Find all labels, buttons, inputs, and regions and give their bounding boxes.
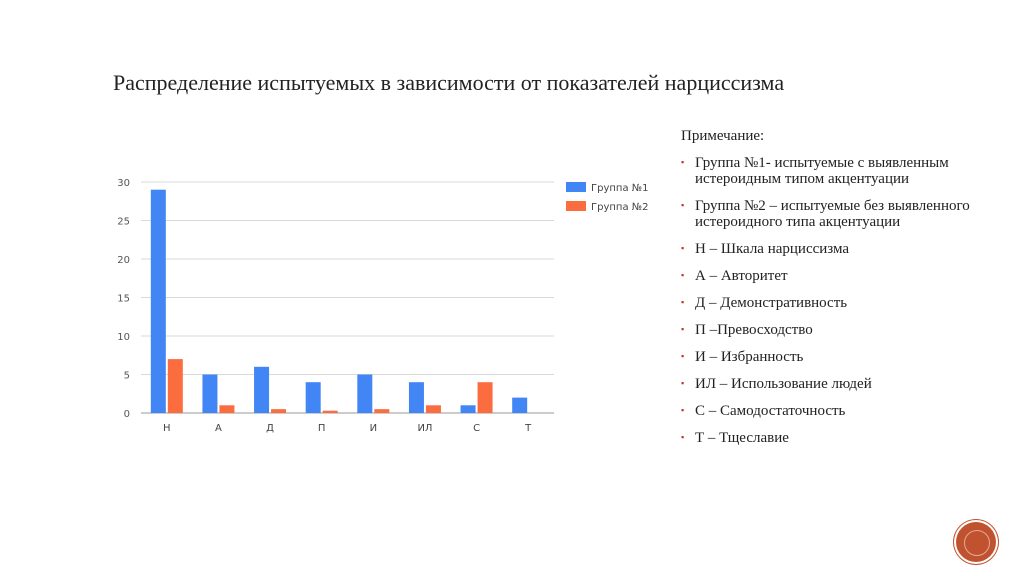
- logo-badge-icon: [956, 522, 996, 562]
- note-il: ▪ ИЛ – Использование людей: [681, 376, 971, 392]
- slide-title: Распределение испытуемых в зависимости от показателей нарциссизма: [113, 70, 785, 95]
- note-i: ▪ И – Избранность: [681, 349, 971, 365]
- x-tick-label: Т: [525, 423, 532, 434]
- y-tick-label: 5: [123, 370, 130, 382]
- bar-group2: [219, 405, 234, 413]
- y-tick-label: 10: [117, 332, 130, 343]
- x-tick-label: С: [473, 423, 481, 434]
- legend-swatch: [566, 201, 586, 211]
- x-tick-label: И: [369, 423, 378, 434]
- bar-group1: [409, 382, 424, 413]
- bar-group2: [323, 411, 338, 413]
- legend-label: Группа №2: [591, 202, 649, 213]
- notes-panel: [681, 128, 971, 457]
- note-t: ▪ Т – Тщеславие: [681, 430, 971, 446]
- bar-group1: [202, 375, 217, 414]
- y-tick-label: 15: [117, 293, 130, 305]
- bar-chart: [108, 168, 668, 443]
- y-tick-label: 25: [117, 216, 130, 228]
- x-tick-label: Н: [163, 423, 171, 434]
- x-tick-label: ИЛ: [417, 423, 433, 434]
- legend-label: Группа №1: [591, 183, 649, 194]
- bar-group2: [374, 409, 389, 413]
- bar-group1: [306, 382, 321, 413]
- notes-heading: Примечание:: [681, 128, 765, 144]
- y-tick-label: 30: [117, 178, 130, 189]
- bar-group1: [151, 190, 166, 413]
- y-tick-label: 0: [123, 409, 130, 420]
- x-tick-label: Д: [266, 423, 274, 434]
- y-tick-label: 20: [117, 255, 130, 266]
- note-d: ▪ Д – Демонстративность: [681, 295, 971, 311]
- bar-group1: [254, 367, 269, 413]
- bar-group2: [478, 382, 493, 413]
- bar-group1: [357, 375, 372, 414]
- bar-group2: [168, 359, 183, 413]
- note-s: ▪ С – Самодостаточность: [681, 403, 971, 419]
- bar-group2: [426, 405, 441, 413]
- note-group1: ▪ Группа №1- испытуемые с выявленным истероидным типом акцентуации: [681, 155, 971, 187]
- x-tick-label: П: [317, 423, 326, 434]
- note-p: ▪ П –Превосходство: [681, 322, 971, 338]
- logo-badge-ring: [964, 530, 990, 556]
- note-group2: ▪ Группа №2 – испытуемые без выявленного истероидного типа акцентуации: [681, 198, 971, 230]
- legend-swatch: [566, 182, 586, 192]
- bar-group1: [512, 398, 527, 413]
- note-n: ▪ Н – Шкала нарциссизма: [681, 241, 971, 257]
- note-a: ▪ А – Авторитет: [681, 268, 971, 284]
- bar-group2: [271, 409, 286, 413]
- bar-group1: [461, 405, 476, 413]
- x-tick-label: А: [215, 423, 222, 434]
- notes-list: [681, 155, 971, 446]
